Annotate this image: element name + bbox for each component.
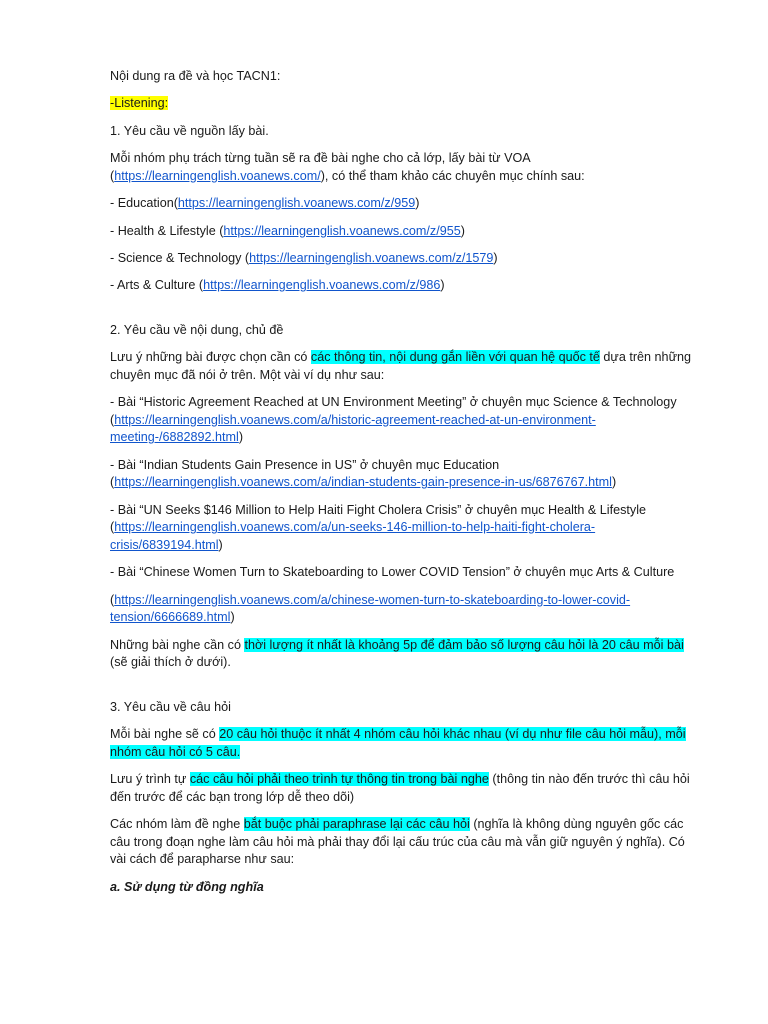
example-open: ( bbox=[110, 592, 115, 607]
category-label: - Science & Technology ( bbox=[110, 250, 250, 265]
category-item bbox=[110, 195, 698, 213]
category-label: - Education( bbox=[110, 196, 178, 211]
p3-highlight: bắt buộc phải paraphrase lại các câu hỏi bbox=[243, 816, 470, 831]
paraphrase-paragraph bbox=[110, 816, 698, 869]
p1-text-a: Mỗi bài nghe sẽ có bbox=[110, 726, 220, 741]
section-gap bbox=[110, 305, 698, 322]
note-text-a: Lưu ý những bài được chọn cần có bbox=[110, 350, 311, 365]
category-close: ) bbox=[493, 250, 498, 265]
intro-text-b: ), có thể tham khảo các chuyên mục chính sau: bbox=[320, 168, 585, 183]
example-text: - Bài “Indian Students Gain Presence in US” ở chuyên mục Education ( bbox=[110, 457, 500, 490]
p2-text-b: (thông tin nào đến trước thì câu hỏi đến trước để các bạn trong lớp dễ theo dõi) bbox=[110, 771, 690, 804]
category-link-arts[interactable]: https://learningenglish.voanews.com/z/986 bbox=[203, 278, 441, 293]
length-text-b: (sẽ giải thích ở dưới). bbox=[110, 655, 231, 670]
listening-highlight: -Listening: bbox=[110, 96, 169, 111]
p1-highlight: 20 câu hỏi thuộc ít nhất 4 nhóm câu hỏi khác nhau (ví dụ như file câu hỏi mẫu), mỗi nhóm câu hỏi có 5 câu. bbox=[110, 726, 686, 759]
example-close: ) bbox=[611, 475, 617, 490]
example-link-line bbox=[110, 592, 698, 627]
p3-text-b: (nghĩa là không dùng nguyên gốc các câu trong đoạn nghe làm câu hỏi mà phải thay đổi lại cấu trúc của câu mà vẫn giữ nguyên ý nghĩa). Có vài cách để parapharse như sau: bbox=[110, 816, 685, 867]
example-item: - Bài “Chinese Women Turn to Skateboarding to Lower COVID Tension” ở chuyên mục Arts & Culture bbox=[110, 565, 675, 580]
category-link-education[interactable]: https://learningenglish.voanews.com/z/959 bbox=[177, 196, 416, 211]
category-item bbox=[110, 250, 698, 268]
example-link-skateboarding[interactable]: https://learningenglish.voanews.com/a/chinese-women-turn-to-skateboarding-to-lower-covid-tension/6666689.html bbox=[110, 592, 631, 625]
category-close: ) bbox=[415, 196, 420, 211]
example-text: - Bài “UN Seeks $146 Million to Help Haiti Fight Cholera Crisis” ở chuyên mục Health & Lifestyle ( bbox=[110, 502, 647, 535]
voa-home-link[interactable]: https://learningenglish.voanews.com/ bbox=[114, 168, 321, 183]
category-link-health[interactable]: https://learningenglish.voanews.com/z/955 bbox=[223, 223, 461, 238]
section-1-heading: 1. Yêu cầu về nguồn lấy bài. bbox=[110, 123, 269, 138]
example-item bbox=[110, 502, 698, 555]
example-item bbox=[110, 457, 698, 492]
p2-highlight: các câu hỏi phải theo trình tự thông tin trong bài nghe bbox=[189, 771, 489, 786]
subheading-synonyms: a. Sử dụng từ đồng nghĩa bbox=[110, 879, 264, 894]
example-text: - Bài “Historic Agreement Reached at UN Environment Meeting” ở chuyên mục Science & Technology ( bbox=[110, 395, 677, 427]
section-2-heading: 2. Yêu cầu về nội dung, chủ đề bbox=[110, 322, 284, 337]
intro-text-a: Mỗi nhóm phụ trách từng tuần sẽ ra đề bài nghe cho cả lớp, lấy bài từ VOA ( bbox=[110, 151, 530, 183]
doc-title: Nội dung ra đề và học TACN1: bbox=[110, 69, 281, 83]
category-link-science[interactable]: https://learningenglish.voanews.com/z/1579 bbox=[249, 250, 494, 265]
example-close: ) bbox=[238, 430, 244, 445]
example-link-indian-students[interactable]: https://learningenglish.voanews.com/a/indian-students-gain-presence-in-us/6876767.html bbox=[114, 475, 612, 490]
section-1-intro bbox=[110, 150, 698, 185]
category-label: - Health & Lifestyle ( bbox=[110, 223, 224, 238]
category-close: ) bbox=[440, 278, 445, 293]
question-count-paragraph bbox=[110, 726, 698, 761]
example-link-haiti-cholera[interactable]: https://learningenglish.voanews.com/a/un-seeks-146-million-to-help-haiti-fight-cholera-crisis/6839194.html bbox=[110, 520, 596, 552]
p3-text-a: Các nhóm làm đề nghe bbox=[110, 816, 244, 831]
category-item bbox=[110, 223, 698, 241]
length-requirement bbox=[110, 637, 698, 672]
category-label: - Arts & Culture ( bbox=[110, 278, 204, 293]
length-text-a: Những bài nghe cần có bbox=[110, 637, 245, 652]
example-link-historic-agreement[interactable]: https://learningenglish.voanews.com/a/historic-agreement-reached-at-un-environment-meeting-/6882892.html bbox=[110, 412, 596, 445]
example-close: ) bbox=[218, 537, 223, 552]
question-order-paragraph bbox=[110, 771, 698, 806]
section-3-heading: 3. Yêu cầu về câu hỏi bbox=[110, 699, 231, 714]
section-gap bbox=[110, 682, 698, 699]
category-close: ) bbox=[460, 223, 465, 238]
note-text-b: dựa trên những chuyên mục đã nói ở trên. Một vài ví dụ như sau: bbox=[110, 350, 692, 382]
example-item bbox=[110, 394, 698, 447]
length-highlight: thời lượng ít nhất là khoảng 5p để đảm bảo số lượng câu hỏi là 20 câu mỗi bài bbox=[244, 637, 684, 652]
listening-label bbox=[110, 95, 698, 113]
example-close: ) bbox=[230, 610, 235, 625]
section-2-note bbox=[110, 349, 698, 384]
note-highlight: các thông tin, nội dung gắn liền với quan hệ quốc tế bbox=[310, 350, 600, 365]
category-item bbox=[110, 277, 698, 295]
p2-text-a: Lưu ý trình tự bbox=[110, 771, 190, 786]
